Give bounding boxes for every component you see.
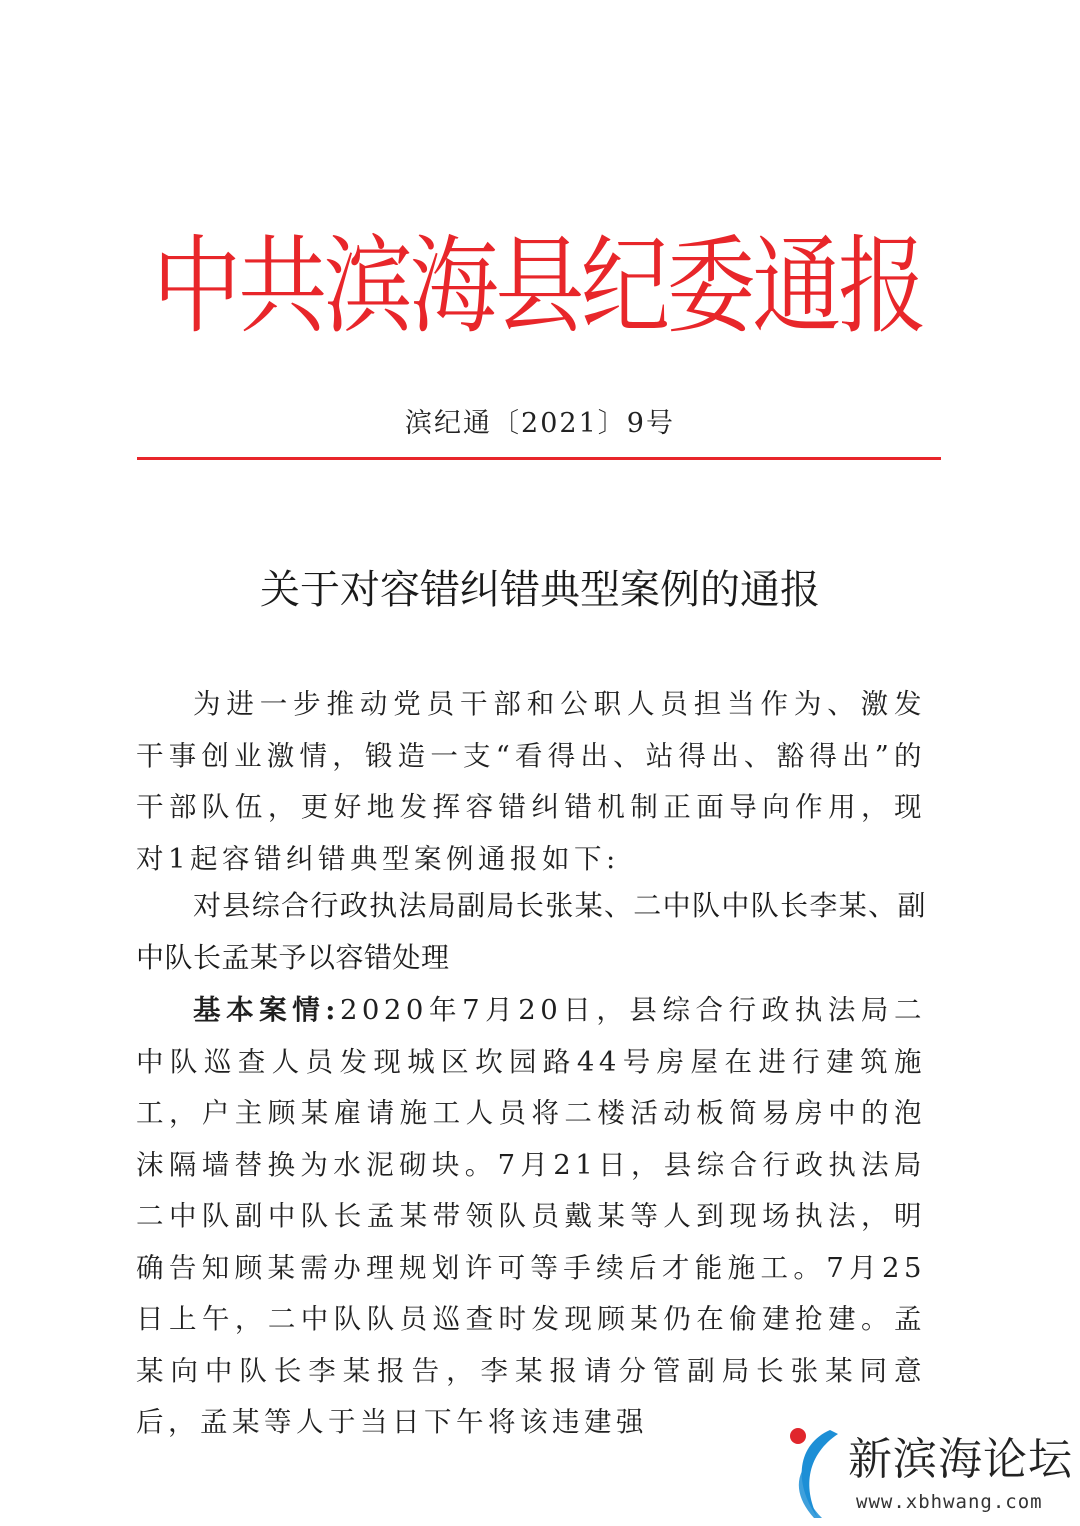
site-watermark <box>778 1422 1078 1522</box>
watermark-name: 新滨海论坛 <box>848 1434 1073 1485</box>
case-paragraph <box>136 985 926 1449</box>
xbh-logo-icon <box>778 1422 858 1522</box>
document-number: 滨纪通〔2021〕9号 <box>405 408 675 439</box>
red-divider <box>137 457 941 460</box>
case-label: 基本案情: <box>193 994 340 1026</box>
case-heading: 对县综合行政执法局副局长张某、二中队中队长李某、副中队长孟某予以容错处理 <box>136 889 926 974</box>
document-title: 关于对容错纠错典型案例的通报 <box>260 567 820 613</box>
masthead-title: 中共滨海县纪委通报 <box>152 225 924 348</box>
intro-paragraph: 为进一步推动党员干部和公职人员担当作为、激发干事创业激情，锻造一支“看得出、站得出、豁得出”的干部队伍，更好地发挥容错纠错机制正面导向作用，现对1起容错纠错典型案例通报如下: <box>136 688 926 875</box>
watermark-url: www.xbhwang.com <box>856 1491 1043 1513</box>
case-text: 2020年7月20日，县综合行政执法局二中队巡查人员发现城区坎园路44号房屋在进行建筑施工，户主顾某雇请施工人员将二楼活动板简易房中的泡沫隔墙替换为水泥砌块。7月21日，县综合行政执法局二中队副中队长孟某带领队员戴某等人到现场执法，明确告知顾某需办理规划许可等手续后才能施工。7月25日上午，二中队队员巡查时发现顾某仍在偷建抢建。孟某向中队长李某报告，李某报请分管副局长张某同意后，孟某等人于当日下午将该违建强 <box>136 994 926 1438</box>
